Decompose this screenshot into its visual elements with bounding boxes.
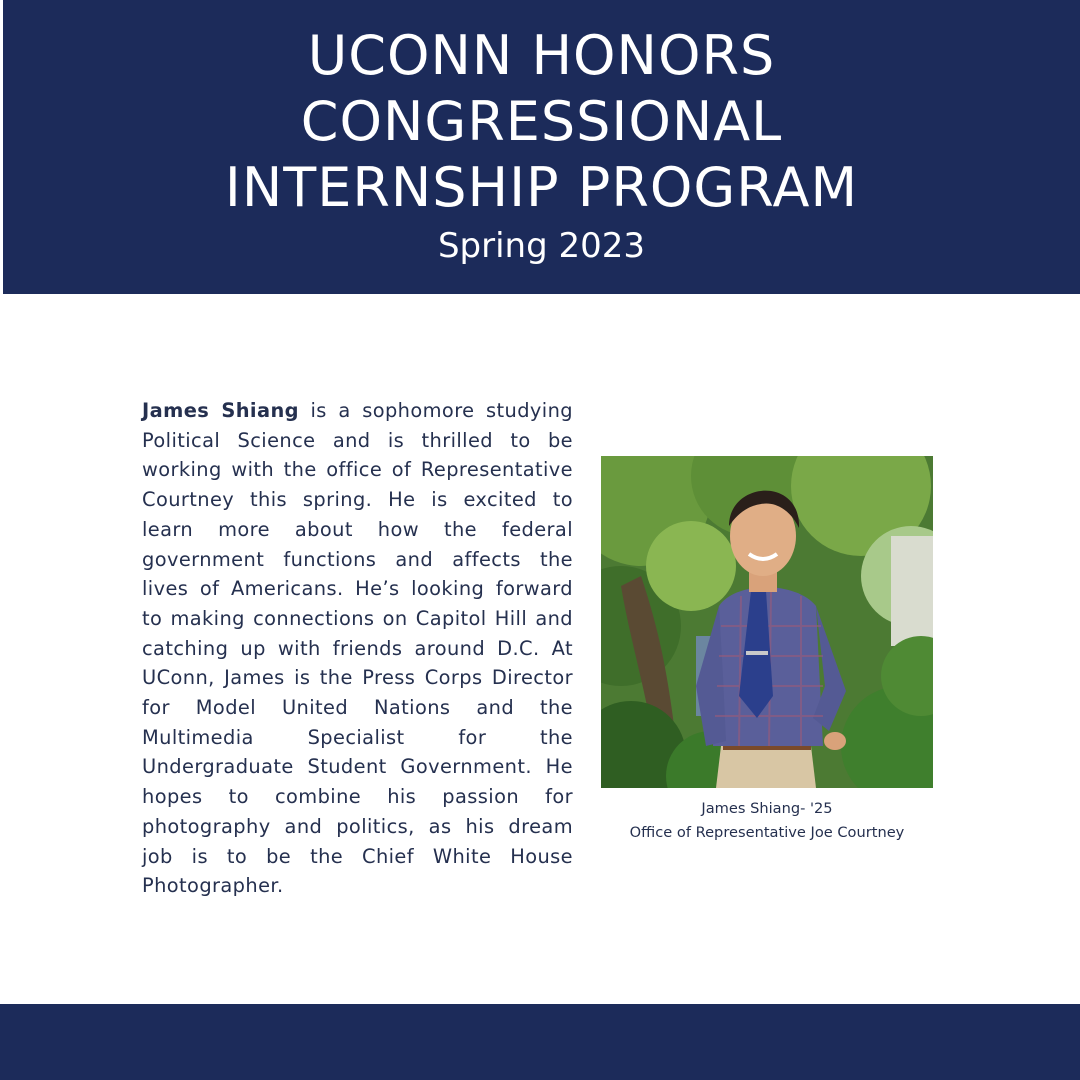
portrait-photo	[601, 456, 933, 788]
bio-name: James Shiang	[142, 399, 299, 422]
header-banner	[3, 0, 1080, 294]
portrait-illustration	[601, 456, 933, 788]
photo-caption-name: James Shiang- '25	[701, 800, 833, 817]
bio-text: is a sophomore studying Political Science and is thrilled to be working with the office of Representative Courtney this spring. He is excited to learn more about how the federal government functions and affects the lives of Americans. He’s looking forward to making connections on Capitol Hill and catching up with friends around D.C. At UConn, James is the Press Corps Director for Model United Nations and the Multimedia Specialist for the Undergraduate Student Government. He hopes to combine his passion for photography and politics, as his dream job is to be the Chief White House Photographer.	[142, 399, 573, 898]
title-line-2: CONGRESSIONAL	[300, 90, 783, 153]
title-line-1: UCONN HONORS	[307, 24, 776, 87]
title-line-3: INTERNSHIP PROGRAM	[224, 156, 859, 219]
bio-paragraph	[142, 396, 573, 901]
photo-caption-office: Office of Representative Joe Courtney	[629, 824, 905, 841]
subtitle: Spring 2023	[437, 226, 646, 266]
footer-banner	[0, 1004, 1080, 1080]
